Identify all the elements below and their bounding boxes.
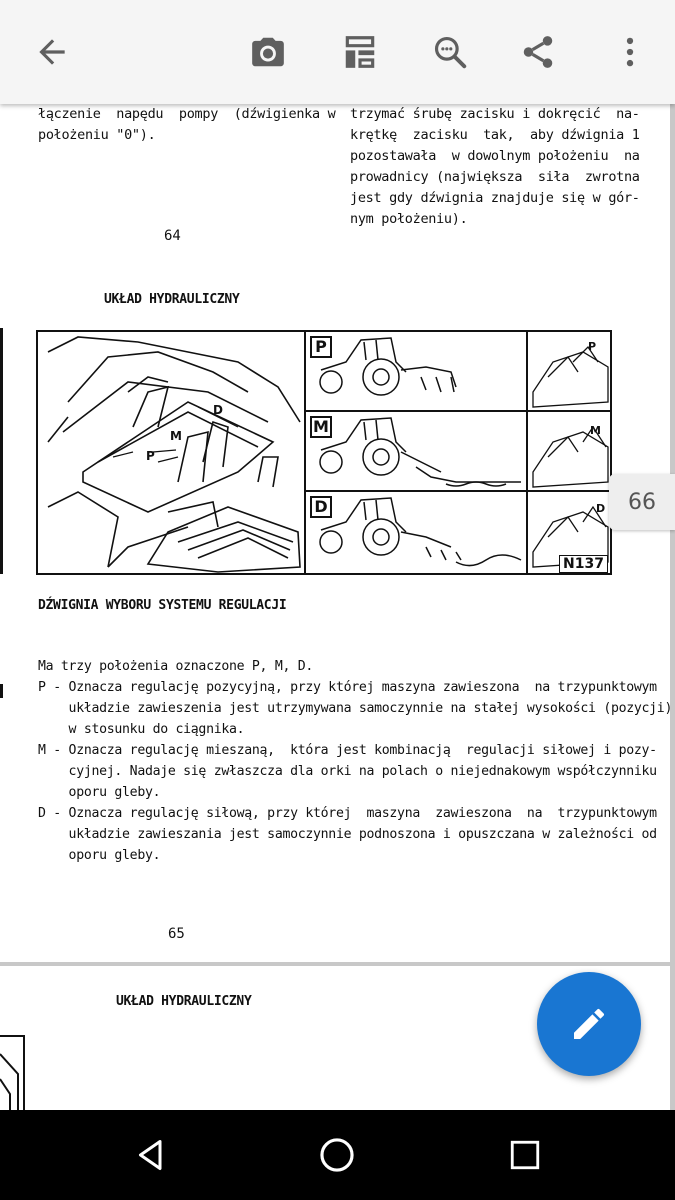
thumb-label-d: D (596, 502, 606, 515)
margin-artifact (0, 684, 3, 698)
more-vert-icon (611, 33, 649, 71)
camera-icon (249, 33, 287, 71)
text-line: krętkę zacisku tak, aby dźwignia 1 (350, 127, 640, 143)
zoom-search-icon (431, 33, 469, 71)
figure-caption: DŹWIGNIA WYBORU SYSTEMU REGULACJI (38, 598, 287, 613)
mode-d-label: D (310, 496, 332, 518)
edit-pencil-icon (569, 1004, 609, 1044)
text-line: jest gdy dźwignia znajduje się w gór- (350, 190, 640, 206)
back-button[interactable] (22, 22, 82, 82)
text-line: Ma trzy położenia oznaczone P, M, D. (38, 659, 314, 674)
text-line: nym położeniu). (350, 211, 468, 227)
more-options-button[interactable] (600, 22, 660, 82)
tractor-mode-drawings (306, 332, 524, 573)
page-layout-button[interactable] (330, 22, 390, 82)
nav-recents-button[interactable] (500, 1132, 550, 1178)
text-line: cyjnej. Nadaje się zwłaszcza dla orki na polach o niejednakowym współczynniku (38, 764, 657, 779)
nav-home-icon (318, 1136, 356, 1174)
text-line: M - Oznacza regulację mieszaną, która jest kombinacją regulacji siłowej i pozy- (38, 743, 657, 758)
lever-panel-drawing (38, 332, 304, 573)
mode-p-label: P (310, 336, 332, 358)
page-64-right-column (350, 104, 640, 230)
app-toolbar (0, 0, 675, 104)
text-line: układzie zawieszania jest samoczynnie podnoszona i opuszczana w zależności od (38, 827, 657, 842)
share-button[interactable] (508, 22, 568, 82)
thumb-label-p: P (588, 340, 597, 353)
lever-label-m: M (170, 429, 182, 443)
margin-artifact (0, 328, 3, 574)
page-layout-icon (341, 33, 379, 71)
hydraulic-lever-figure (36, 330, 612, 575)
text-line: układzie zawieszenia jest utrzymywana samoczynnie na stałej wysokości (pozycji) (38, 701, 673, 716)
text-line: położeniu "0"). (38, 127, 156, 143)
text-line: trzymać śrubę zacisku i dokręcić na- (350, 106, 640, 122)
text-line: pozostawała w dowolnym położeniu na (350, 148, 640, 164)
page-64-left-column (38, 104, 336, 146)
share-icon (519, 33, 557, 71)
nav-back-button[interactable] (126, 1132, 176, 1178)
section-heading: UKŁAD HYDRAULICZNY (116, 994, 252, 1009)
document-viewer[interactable] (0, 104, 675, 1110)
text-line: P - Oznacza regulację pozycyjną, przy której maszyna zawieszona na trzypunktowym (38, 680, 657, 695)
page-number: 64 (164, 228, 181, 244)
text-line: w stosunku do ciągnika. (38, 722, 245, 737)
nav-home-button[interactable] (312, 1132, 362, 1178)
text-line: łączenie napędu pompy (dźwigienka w (38, 106, 336, 122)
thumb-label-m: M (590, 424, 601, 437)
lever-label-d: D (213, 403, 223, 417)
section-heading: UKŁAD HYDRAULICZNY (104, 292, 240, 307)
system-navigation-bar (0, 1110, 675, 1200)
mode-m-label: M (310, 416, 332, 438)
figure-fragment (0, 1034, 28, 1110)
lever-label-p: P (146, 449, 155, 463)
text-line: D - Oznacza regulację siłową, przy której maszyna zawieszona na trzypunktowym (38, 806, 657, 821)
pdf-page-65 (0, 266, 673, 962)
arrow-left-icon (33, 33, 71, 71)
nav-back-icon (133, 1137, 169, 1173)
page-number: 65 (168, 926, 185, 942)
lever-position-thumbnails (528, 332, 612, 573)
text-line: prowadnicy (największa siła zwrotna (350, 169, 640, 185)
page-indicator[interactable]: 66 (609, 474, 675, 530)
nav-recents-icon (508, 1138, 542, 1172)
edit-fab-button[interactable] (537, 972, 641, 1076)
text-line: oporu gleby. (38, 785, 161, 800)
text-line: oporu gleby. (38, 848, 161, 863)
figure-code: N137 (559, 555, 608, 573)
search-button[interactable] (420, 22, 480, 82)
screenshot-button[interactable] (238, 22, 298, 82)
section-body (38, 656, 673, 866)
